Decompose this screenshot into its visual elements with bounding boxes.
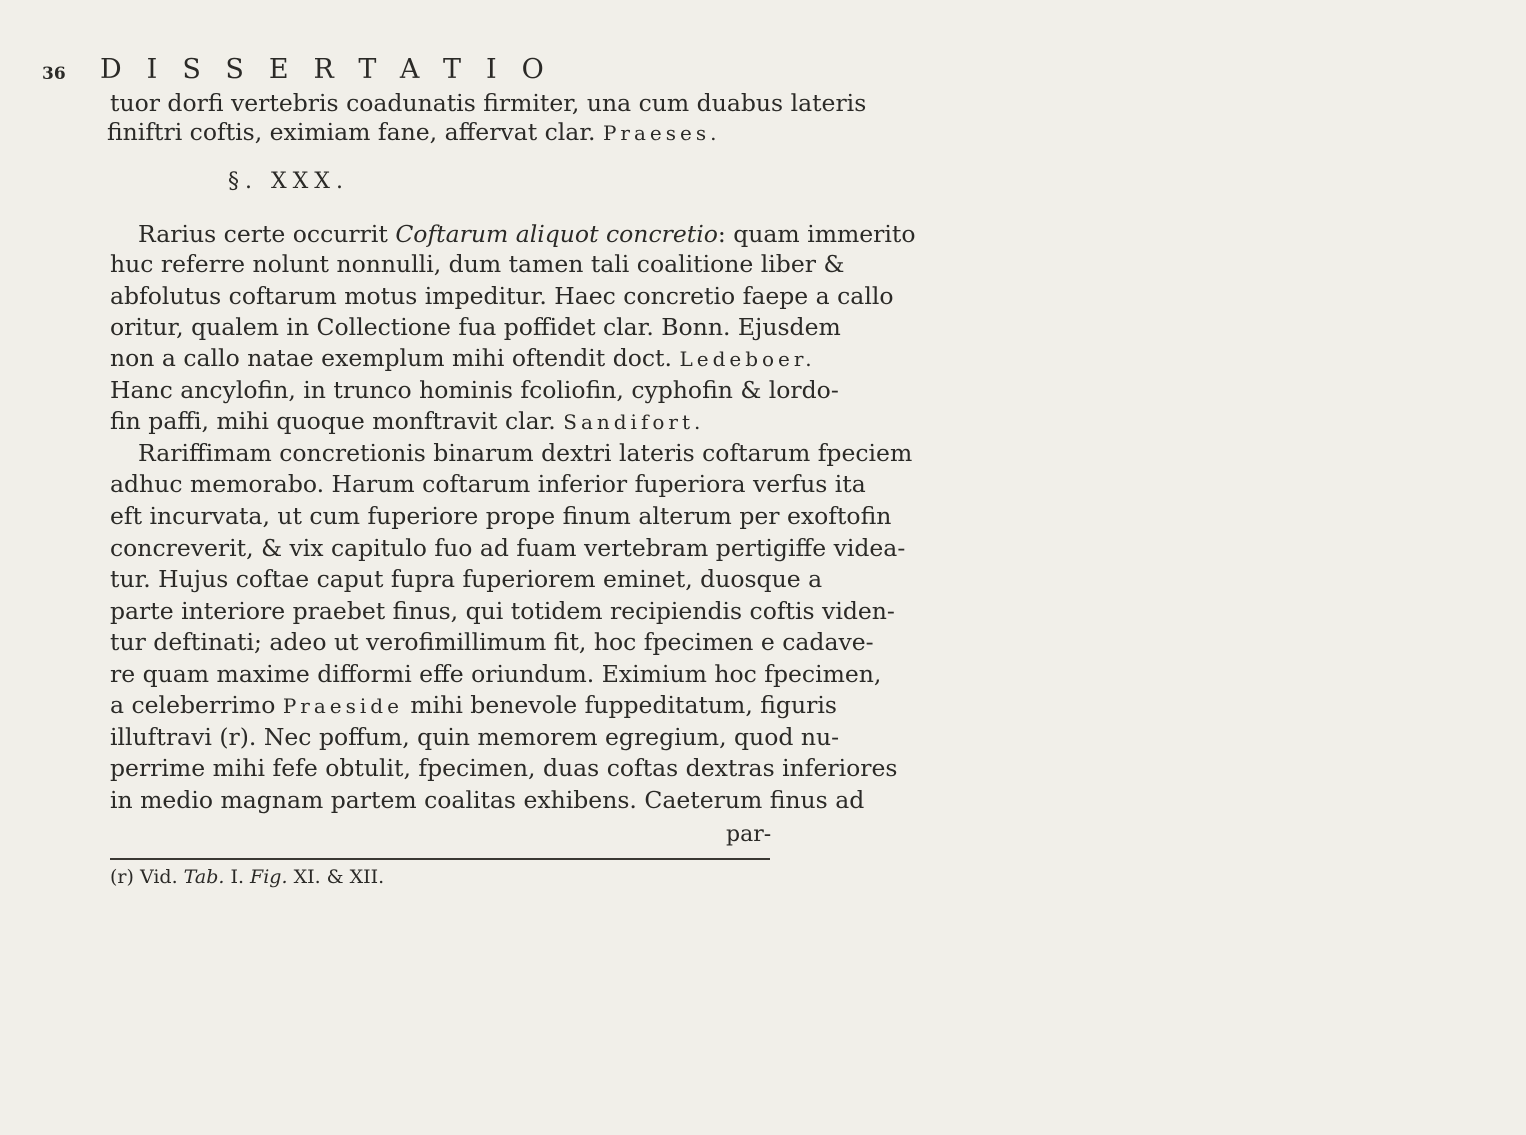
footnote-italic: Tab.: [183, 866, 225, 888]
text-line: [110, 785, 910, 815]
line-text: tuor dorfi vertebris coadunatis firmiter, una cum duabus lateris: [110, 89, 867, 117]
text-line: [110, 690, 910, 721]
line-text: finiftri coftis, eximiam fane, affervat clar.: [107, 118, 596, 146]
line-text: fin paffi, mihi quoque monftravit clar.: [110, 407, 556, 435]
italic-term: Coftarum aliquot concretio: [395, 220, 718, 248]
text-line: [110, 722, 910, 752]
text-line: [110, 533, 910, 563]
text-line: [110, 281, 910, 311]
line-text: oritur, qualem in Collectione fua poffidet clar. Bonn. Ejusdem: [110, 313, 841, 341]
line-text: concreverit, & vix capitulo fuo ad fuam vertebram pertigiffe videa-: [110, 534, 906, 562]
text-line: [110, 627, 910, 657]
line-text: Rariffimam concretionis binarum dextri lateris coftarum fpeciem: [138, 439, 913, 467]
footnote: [110, 866, 384, 888]
footnote-text: XI. & XII.: [293, 866, 385, 888]
text-line: [110, 312, 910, 342]
line-text: huc referre nolunt nonnulli, dum tamen tali coalitione liber &: [110, 250, 845, 278]
line-text: perrime mihi fefe obtulit, fpecimen, duas coftas dextras inferiores: [110, 754, 898, 782]
page-header: [42, 50, 762, 90]
line-text: mihi benevole fuppeditatum, figuris: [410, 691, 837, 719]
small-caps-name: Praeside: [282, 694, 403, 718]
line-text: illuftravi (r). Nec poffum, quin memorem egregium, quod nu-: [110, 723, 840, 751]
line-text: parte interiore praebet finus, qui totidem recipiendis coftis viden-: [110, 597, 895, 625]
line-text: re quam maxime difformi effe oriundum. Eximium hoc fpecimen,: [110, 660, 882, 688]
text-line: [110, 501, 910, 531]
text-line: [107, 117, 907, 148]
line-text: Rarius certe occurrit: [138, 220, 388, 248]
text-line: [110, 596, 910, 626]
text-line: [110, 564, 910, 594]
catchword: par-: [726, 822, 772, 847]
running-title: DISSERTATIO: [100, 54, 569, 85]
line-text: eft incurvata, ut cum fuperiore prope finum alterum per exoftofin: [110, 502, 892, 530]
text-line: [138, 219, 938, 249]
footnote-rule: [110, 858, 770, 860]
line-text: in medio magnam partem coalitas exhibens. Caeterum finus ad: [110, 786, 865, 814]
small-caps-name: Ledeboer.: [679, 347, 816, 371]
text-line: [110, 343, 910, 374]
line-text: : quam immerito: [717, 220, 916, 248]
text-line: [110, 659, 910, 689]
section-heading: §. XXX.: [228, 169, 349, 194]
line-text: abfolutus coftarum motus impeditur. Haec concretio faepe a callo: [110, 282, 894, 310]
footnote-text: (r) Vid.: [110, 866, 178, 888]
text-line: [110, 375, 910, 405]
small-caps-name: Sandifort.: [563, 410, 705, 434]
line-text: a celeberrimo: [110, 691, 276, 719]
page-number: 36: [42, 64, 66, 84]
text-line: [110, 406, 910, 437]
line-text: Hanc ancylofin, in trunco hominis fcoliofin, cyphofin & lordo-: [110, 376, 839, 404]
line-text: tur deftinati; adeo ut verofimillimum fit, hoc fpecimen e cadave-: [110, 628, 874, 656]
text-line: [110, 249, 910, 279]
line-text: tur. Hujus coftae caput fupra fuperiorem eminet, duosque a: [110, 565, 823, 593]
line-text: non a callo natae exemplum mihi oftendit doct.: [110, 344, 672, 372]
text-line: [110, 753, 910, 783]
text-line: [110, 469, 910, 499]
footnote-italic: Fig.: [250, 866, 288, 888]
line-text: adhuc memorabo. Harum coftarum inferior fuperiora verfus ita: [110, 470, 866, 498]
small-caps-name: Praeses.: [602, 121, 721, 145]
footnote-text: I.: [230, 866, 244, 888]
text-line: [138, 438, 938, 468]
text-line: [110, 88, 910, 118]
